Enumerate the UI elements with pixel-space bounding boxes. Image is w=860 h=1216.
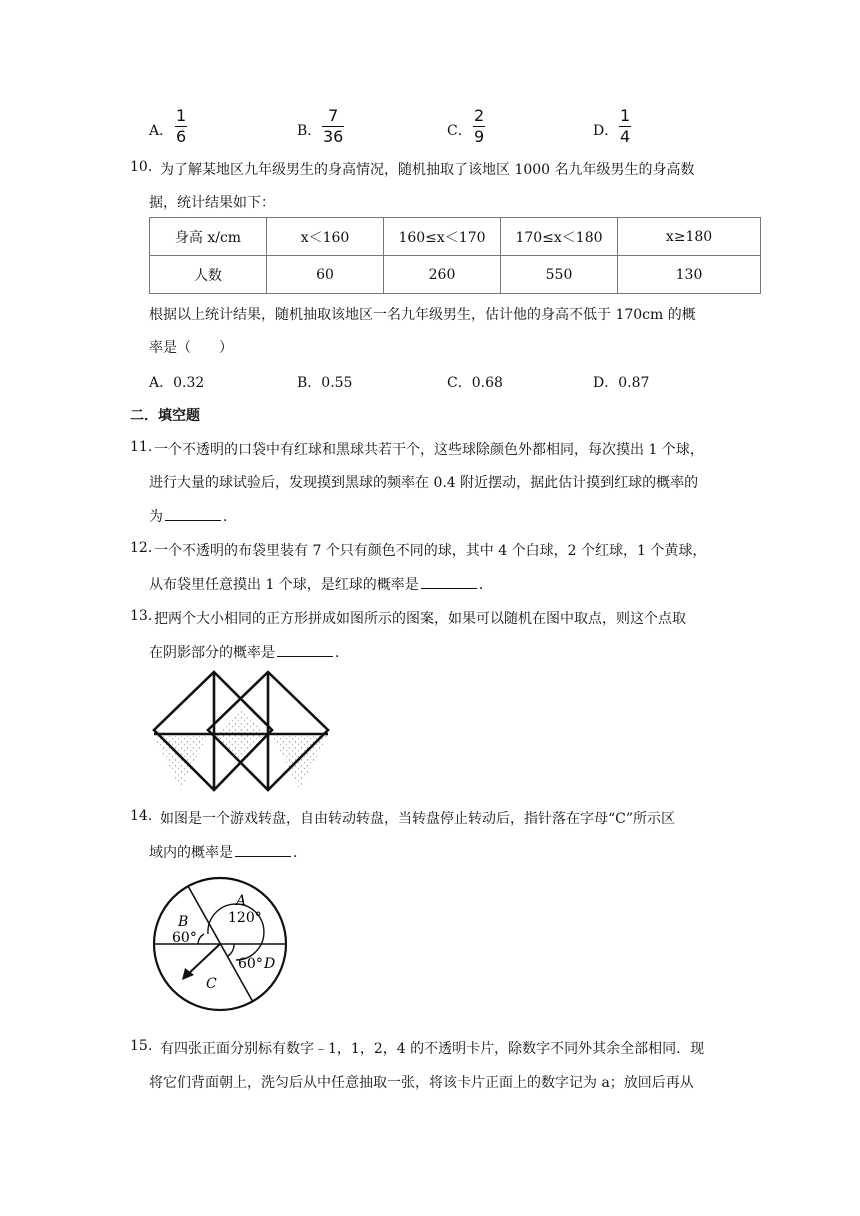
- q10-option-b: B．0.55: [297, 375, 353, 391]
- q13-line-2: [149, 642, 349, 662]
- fraction-numerator: 2: [474, 106, 485, 125]
- fraction-denominator: 36: [323, 127, 344, 146]
- q10-line-4: 率是（ ）: [149, 340, 233, 356]
- q10-option-c: C．0.68: [447, 375, 503, 391]
- fraction-numerator: 7: [328, 106, 339, 125]
- q11-line-3-text: 为: [149, 509, 163, 525]
- q10-line-3: 根据以上统计结果，随机抽取该地区一名九年级男生，估计他的身高不低于 170cm 的概: [149, 307, 696, 323]
- table-cell: 160≤x＜170: [384, 218, 501, 256]
- shaded-triangle: [214, 735, 266, 762]
- answer-blank: [277, 644, 333, 657]
- table-cell: x＜160: [267, 218, 384, 256]
- q12-line-1: 一个不透明的布袋里装有 7 个只有颜色不同的球，其中 4 个白球，2 个红球，1 个黄球，: [154, 543, 707, 559]
- q10-number: 10.: [130, 159, 153, 175]
- q11-line-1: 一个不透明的口袋中有红球和黑球共若干个，这些球除颜色外都相同，每次摸出 1 个球，: [154, 442, 704, 458]
- q14-line-2-text: 域内的概率是: [149, 845, 233, 861]
- q11-number: 11.: [130, 439, 153, 455]
- q12-line-2-text: 从布袋里任意摸出 1 个球，是红球的概率是: [149, 577, 419, 593]
- q10-line-2: 据，统计结果如下：: [149, 195, 275, 211]
- label-a: A: [236, 893, 247, 909]
- q9-option-a-letter: A．: [149, 123, 174, 139]
- table-header-row: [150, 218, 761, 256]
- q9-option-c-fraction: [473, 107, 485, 146]
- fraction-numerator: 1: [620, 106, 631, 125]
- label-c: C: [206, 976, 217, 992]
- shaded-triangle: [272, 736, 328, 790]
- q9-option-b-letter: B．: [297, 123, 322, 139]
- spinner-figure: [148, 872, 296, 1018]
- section-heading: 二．填空题: [130, 408, 200, 424]
- q10-option-a: A．0.32: [149, 375, 205, 391]
- q10-option-d: D．0.87: [593, 375, 650, 391]
- table-cell: 260: [384, 256, 501, 294]
- q9-option-c-letter: C．: [447, 123, 472, 139]
- q14-line-1: 如图是一个游戏转盘，自由转动转盘，当转盘停止转动后，指针落在字母“C”所示区: [160, 811, 676, 827]
- q9-option-d-fraction: [619, 107, 631, 146]
- answer-blank: [421, 576, 477, 589]
- height-stats-table: [149, 217, 761, 294]
- q11-line-2: 进行大量的球试验后，发现摸到黑球的频率在 0.4 附近摆动，据此估计摸到红球的概率的: [149, 475, 699, 491]
- fraction-denominator: 9: [474, 127, 485, 146]
- q12-number: 12.: [130, 540, 153, 556]
- q13-number: 13.: [130, 608, 153, 624]
- table-cell: 550: [501, 256, 618, 294]
- two-squares-figure: [150, 668, 336, 794]
- q15-line-2: 将它们背面朝上，洗匀后从中任意抽取一张，将该卡片正面上的数字记为 a；放回后再从: [149, 1075, 694, 1091]
- q9-option-b-fraction: [322, 107, 344, 146]
- q13-line-2-text: 在阴影部分的概率是: [149, 645, 275, 661]
- q12-line-2: [149, 574, 493, 594]
- q10-line-1: 为了解某地区九年级男生的身高情况，随机抽取了该地区 1000 名九年级男生的身高数: [160, 162, 695, 178]
- q14-number: 14.: [130, 808, 153, 824]
- answer-blank: [165, 508, 221, 521]
- shaded-triangle: [214, 708, 266, 735]
- q13-period: ．: [335, 645, 349, 661]
- label-d: D: [264, 956, 276, 972]
- table-row: [150, 256, 761, 294]
- q15-line-1: 有四张正面分别标有数字﹣1，1，2，4 的不透明卡片，除数字不同外其余全部相同．现: [160, 1041, 705, 1057]
- answer-blank: [235, 844, 291, 857]
- q13-line-1: 把两个大小相同的正方形拼成如图所示的图案，如果可以随机在图中取点，则这个点取: [154, 611, 686, 627]
- angle-d: 60°: [238, 956, 263, 972]
- fraction-numerator: 1: [176, 106, 187, 125]
- angle-a: 120°: [228, 910, 262, 926]
- q11-period: ．: [223, 509, 237, 525]
- table-cell: 人数: [150, 256, 267, 294]
- angle-b: 60°: [172, 930, 197, 946]
- q11-line-3: [149, 506, 237, 526]
- q9-option-a-fraction: [175, 107, 187, 146]
- table-cell: 60: [267, 256, 384, 294]
- fraction-denominator: 4: [620, 127, 631, 146]
- shaded-triangle: [154, 736, 208, 790]
- table-cell: x≥180: [618, 218, 761, 256]
- q9-option-d-letter: D．: [593, 123, 619, 139]
- q12-period: ．: [478, 577, 493, 593]
- q14-line-2: [149, 842, 307, 862]
- q15-number: 15.: [130, 1038, 153, 1054]
- table-cell: 身高 x/cm: [150, 218, 267, 256]
- table-cell: 170≤x＜180: [501, 218, 618, 256]
- q14-period: ．: [293, 845, 307, 861]
- table-cell: 130: [618, 256, 761, 294]
- label-b: B: [178, 914, 189, 930]
- fraction-denominator: 6: [176, 127, 187, 146]
